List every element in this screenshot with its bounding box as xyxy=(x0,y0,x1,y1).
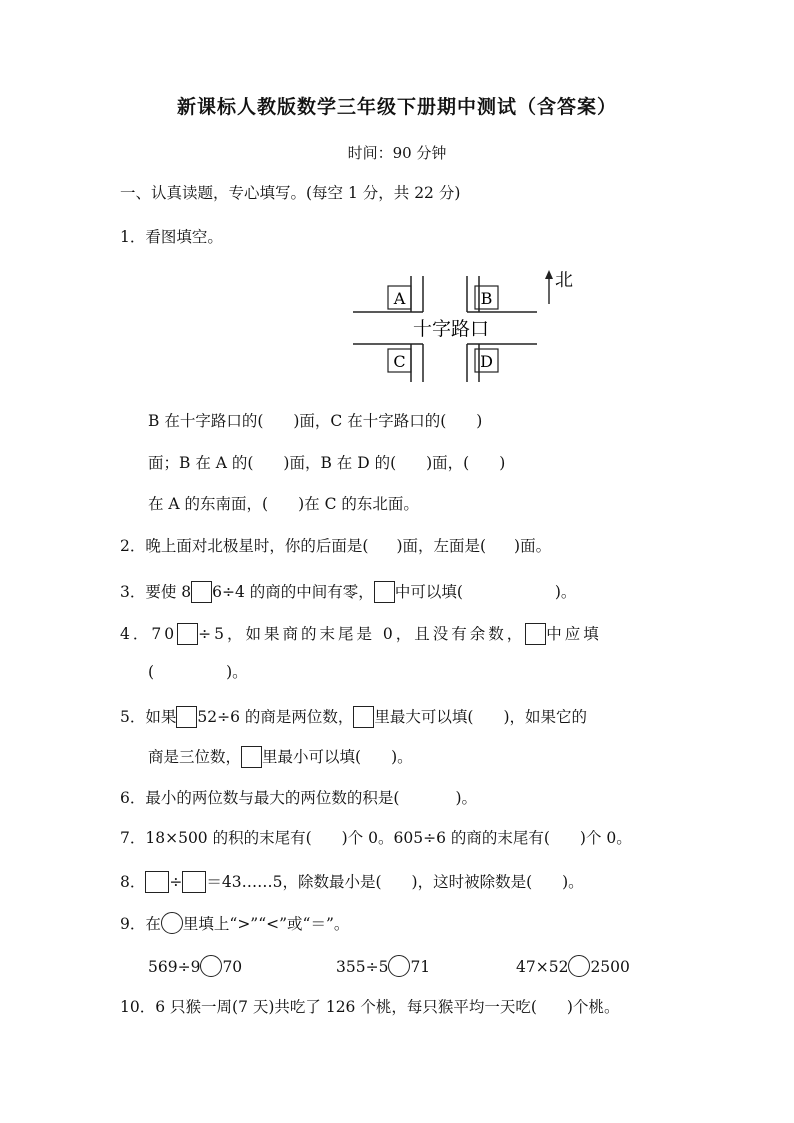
label-b: B xyxy=(480,289,493,308)
text: ) xyxy=(476,412,483,430)
digit-box[interactable] xyxy=(177,623,198,645)
text: )面，左面是( xyxy=(396,537,487,555)
digit-box[interactable] xyxy=(374,581,395,603)
question-3 xyxy=(120,580,576,604)
text: 71 xyxy=(410,958,431,976)
q9-expression-2 xyxy=(336,955,430,979)
label-a: A xyxy=(393,289,406,308)
text: 6 只猴一周(7 天)共吃了 126 个桃，每只猴平均一天吃( xyxy=(155,998,537,1016)
digit-box[interactable] xyxy=(145,871,169,893)
question-number: 2． xyxy=(120,537,146,555)
q1-line-2 xyxy=(148,451,505,475)
q9-expression-3 xyxy=(516,955,630,979)
question-4 xyxy=(120,622,602,646)
text: 2500 xyxy=(590,958,630,976)
digit-box[interactable] xyxy=(176,706,197,728)
q9-expression-1 xyxy=(148,955,242,979)
digit-box[interactable] xyxy=(525,623,546,645)
question-number: 8． xyxy=(120,873,146,891)
text: ) xyxy=(499,454,506,472)
question-number: 9． xyxy=(120,915,146,933)
text: )。 xyxy=(226,663,248,681)
text: 中可以填( xyxy=(394,583,463,601)
text: 52÷6 的商是两位数， xyxy=(197,708,354,726)
text: ＝43……5，除数最小是( xyxy=(206,873,382,891)
text: )。 xyxy=(562,873,584,891)
text: )，如果它的 xyxy=(503,708,588,726)
text: 47×52 xyxy=(516,958,569,976)
text: B 在十字路口的( xyxy=(148,412,264,430)
text: 商是三位数， xyxy=(148,748,242,766)
text: )。 xyxy=(554,583,577,601)
north-arrow-icon xyxy=(545,270,553,304)
text: 18×500 的积的末尾有( xyxy=(145,829,312,847)
question-number: 6． xyxy=(120,789,146,807)
text: 70 xyxy=(222,958,243,976)
text: 面；B 在 A 的( xyxy=(148,454,254,472)
question-9 xyxy=(120,912,349,936)
crossroad-diagram xyxy=(347,268,587,388)
text: 里最大可以填( xyxy=(374,708,474,726)
digit-box[interactable] xyxy=(353,706,374,728)
text: 中应填 xyxy=(546,625,602,643)
question-number: 1． xyxy=(120,228,146,246)
text: 如果 xyxy=(145,708,177,726)
text: )面，( xyxy=(426,454,470,472)
text: )个 0。605÷6 的商的末尾有( xyxy=(341,829,550,847)
label-d: D xyxy=(480,352,493,371)
text: )。 xyxy=(391,748,413,766)
digit-box[interactable] xyxy=(241,746,262,768)
digit-box[interactable] xyxy=(182,871,206,893)
q1-line-3 xyxy=(148,492,419,516)
text: 569÷9 xyxy=(148,958,201,976)
text: )面，B 在 D 的( xyxy=(283,454,397,472)
time-limit: 时间：90 分钟 xyxy=(347,144,447,162)
text: )个桃。 xyxy=(566,998,620,1016)
crossroad-label: 十字路口 xyxy=(412,318,490,340)
text: 6÷4 的商的中间有零， xyxy=(212,583,374,601)
digit-box[interactable] xyxy=(191,581,212,603)
question-7 xyxy=(120,826,632,850)
text: 355÷5 xyxy=(336,958,389,976)
text: 要使 8 xyxy=(145,583,192,601)
text: )个 0。 xyxy=(579,829,632,847)
text: )，这时被除数是( xyxy=(411,873,533,891)
north-label: 北 xyxy=(555,270,573,291)
text: )面。 xyxy=(514,537,552,555)
text: )。 xyxy=(455,789,477,807)
question-6 xyxy=(120,786,477,810)
text: 70 xyxy=(151,625,178,643)
question-8 xyxy=(120,870,584,894)
text: 在 xyxy=(145,915,161,933)
question-number: 5． xyxy=(120,708,146,726)
question-number: 10． xyxy=(120,998,156,1016)
question-number: 3． xyxy=(120,583,146,601)
compare-circle[interactable] xyxy=(200,955,222,977)
question-text: 看图填空。 xyxy=(145,228,223,246)
text: ÷ xyxy=(169,873,183,891)
text: )面，C 在十字路口的( xyxy=(293,412,447,430)
question-4-continued xyxy=(148,660,248,684)
compare-circle[interactable] xyxy=(388,955,410,977)
text: 最小的两位数与最大的两位数的积是( xyxy=(145,789,400,807)
text: 在 A 的东南面，( xyxy=(148,495,269,513)
label-c: C xyxy=(393,352,406,371)
question-number: 7． xyxy=(120,829,146,847)
text: ( xyxy=(148,663,155,681)
question-1 xyxy=(120,225,223,249)
question-number: 4． xyxy=(120,625,152,643)
question-5 xyxy=(120,705,587,729)
question-2 xyxy=(120,534,551,558)
q1-line-1 xyxy=(148,409,482,433)
text: ÷5，如果商的末尾是 0，且没有余数， xyxy=(198,625,526,643)
question-5-continued xyxy=(148,745,413,769)
section-header: 一、认真读题，专心填写。(每空 1 分，共 22 分) xyxy=(120,184,461,202)
text: 里填上“>”“<”或“＝”。 xyxy=(182,915,350,933)
text: )在 C 的东北面。 xyxy=(298,495,419,513)
compare-circle[interactable] xyxy=(568,955,590,977)
text: 里最小可以填( xyxy=(262,748,362,766)
question-10 xyxy=(120,995,619,1019)
page-title: 新课标人教版数学三年级下册期中测试（含答案） xyxy=(176,96,617,118)
text: 晚上面对北极星时，你的后面是( xyxy=(145,537,369,555)
compare-circle[interactable] xyxy=(161,912,183,934)
